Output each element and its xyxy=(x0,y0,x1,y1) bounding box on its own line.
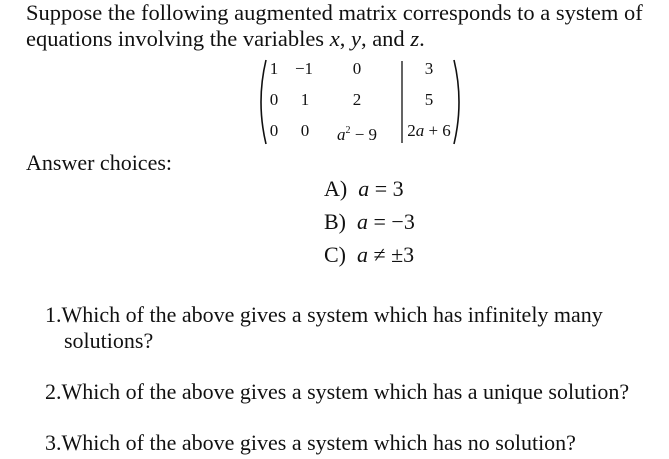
choice-c-relation: ≠ ±3 xyxy=(368,242,415,267)
question-2-text: Which of the above gives a system which has a unique solution? xyxy=(61,379,630,404)
problem-statement-line-2 xyxy=(26,26,666,52)
cell-r3c3-rest: − 9 xyxy=(350,125,378,144)
question-1-continuation: solutions? xyxy=(64,328,154,353)
matrix-cell-r3c1: 0 xyxy=(269,121,279,140)
matrix-cell-r2c3: 2 xyxy=(352,90,362,109)
answer-choices-heading: Answer choices: xyxy=(26,150,173,175)
comma-1: , xyxy=(339,26,346,51)
cell-r3c3-exponent: 2 xyxy=(345,125,351,136)
choice-a-relation: = 3 xyxy=(369,176,404,201)
question-1-text: Which of the above gives a system which has infinitely many xyxy=(61,302,603,327)
and-word: and xyxy=(372,26,405,51)
choice-c xyxy=(324,242,414,268)
choice-b-var: a xyxy=(357,209,368,234)
matrix-cell-r3c4 xyxy=(402,121,456,141)
question-2-number: 2. xyxy=(45,379,62,404)
cell-r3c3-var: a xyxy=(336,125,346,144)
period: . xyxy=(419,26,425,51)
question-1 xyxy=(45,302,660,354)
variable-y: y xyxy=(350,26,361,51)
matrix-cell-r1c4: 3 xyxy=(424,59,434,78)
matrix-cell-r1c2: −1 xyxy=(294,59,314,78)
question-3 xyxy=(45,430,660,456)
matrix-cell-r3c2: 0 xyxy=(300,121,310,140)
matrix-cell-r1c1: 1 xyxy=(269,59,279,78)
choice-a xyxy=(324,176,404,202)
question-3-number: 3. xyxy=(45,430,62,455)
choice-b-letter: B) xyxy=(324,209,346,234)
choice-b-relation: = −3 xyxy=(368,209,415,234)
variable-z: z xyxy=(410,26,420,51)
choice-a-letter: A) xyxy=(324,176,348,201)
problem-statement xyxy=(26,0,666,52)
problem-statement-line-1: Suppose the following augmented matrix corresponds to a system of xyxy=(26,0,643,25)
question-3-text: Which of the above gives a system which has no solution? xyxy=(61,430,576,455)
matrix-cell-r3c3 xyxy=(326,121,388,145)
augmented-matrix xyxy=(256,58,464,146)
matrix-cell-r1c3: 0 xyxy=(352,59,362,78)
cell-r3c4-coef: 2 xyxy=(407,121,416,140)
line-2-text: equations involving the variables xyxy=(26,26,330,51)
cell-r3c4-var: a xyxy=(415,121,425,140)
matrix-cell-r2c2: 1 xyxy=(300,90,310,109)
matrix-cell-r2c4: 5 xyxy=(424,90,434,109)
choice-b xyxy=(324,209,415,235)
question-2 xyxy=(45,379,660,405)
choice-a-var: a xyxy=(358,176,370,201)
choice-c-var: a xyxy=(357,242,368,267)
choice-c-letter: C) xyxy=(324,242,346,267)
variable-x: x xyxy=(329,26,340,51)
cell-r3c4-rest: + 6 xyxy=(424,121,451,140)
matrix-cell-r2c1: 0 xyxy=(269,90,279,109)
question-1-number: 1. xyxy=(45,302,62,327)
comma-2: , xyxy=(360,26,367,51)
